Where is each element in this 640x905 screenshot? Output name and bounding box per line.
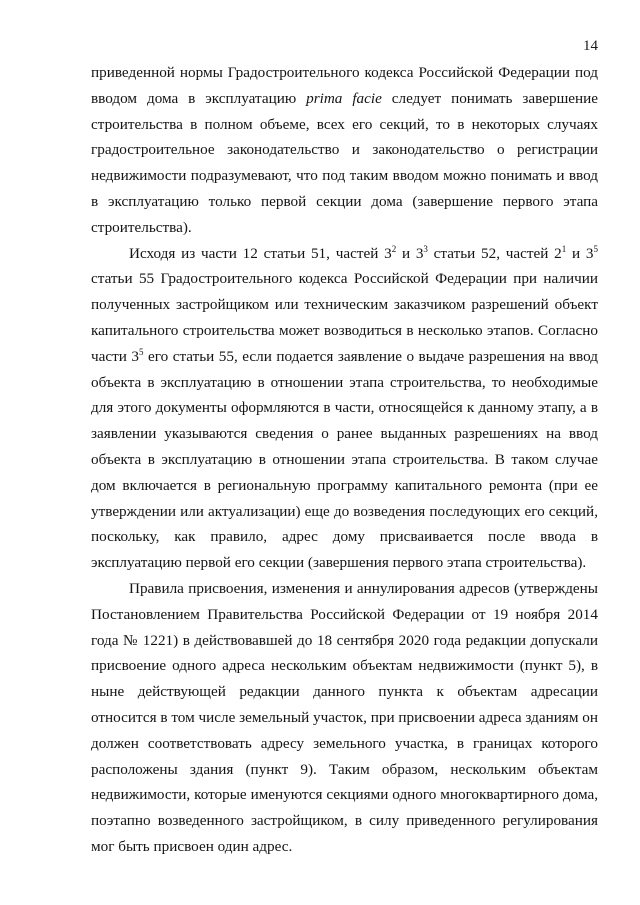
paragraph-2 <box>91 241 598 576</box>
paragraph-1-text-start: приведенной нормы Градостроительного кодекса Российской Федерации под вводом дома в эксплуатацию <box>91 64 598 107</box>
page-number: 14 <box>583 38 598 54</box>
paragraph-2-text-5: статьи 55 Градостроительного кодекса Российской Федерации при наличии полученных застройщиком или техническим заказчиком разрешений объект капитального строительства может возводиться в несколько этапов. Согласно части 3 <box>91 270 598 365</box>
paragraph-3: Правила присвоения, изменения и аннулирования адресов (утверждены Постановлением Правительства Российской Федерации от 19 ноября 2014 года № 1221) в действовавшей до 18 сентября 2020 года редакции допускали присвоение одного адреса нескольким объектам недвижимости (пункт 5), в ныне действующей редакции данного пункта к объектам адресации относится в том числе земельный участок, при присвоении адреса зданиям он должен соответствовать адресу земельного участка, в границах которого расположены здания (пункт 9). Таким образом, нескольким объектам недвижимости, которые именуются секциями одного многоквартирного дома, поэтапно возведенного застройщиком, в силу приведенного регулирования мог быть присвоен один адрес. <box>91 579 598 855</box>
superscript-5: 5 <box>139 346 144 357</box>
latin-phrase: prima facie <box>306 89 382 107</box>
paragraph-2-text-2: и 3 <box>396 244 424 262</box>
paragraph-1-text-end: следует понимать завершение строительства в полном объеме, всех его секций, то в некоторых случаях градостроительное законодательство и законодательство о регистрации недвижимости подразумевают, что под таким вводом можно понимать и ввод в эксплуатацию только первой секции дома (завершение первого этапа строительства). <box>91 89 599 236</box>
document-body <box>91 60 598 860</box>
superscript-4: 5 <box>593 243 598 254</box>
paragraph-2-text-3: статьи 52, частей 2 <box>427 244 562 262</box>
paragraph-2-text-1: Исходя из части 12 статьи 51, частей 3 <box>129 244 392 262</box>
paragraph-1 <box>91 60 598 241</box>
paragraph-2-text-4: и 3 <box>566 244 594 262</box>
superscript-1: 2 <box>391 243 397 254</box>
superscript-3: 1 <box>561 243 567 254</box>
paragraph-2-text-6: его статьи 55, если подается заявление о выдаче разрешения на ввод объекта в эксплуатацию в отношении этапа строительства, то необходимые для этого документы оформляются в части, относящейся к данному этапу, а в заявлении указываются сведения о ранее выданных разрешениях на ввод объекта в эксплуатацию в отношении этапа строительства. В таком случае дом включается в региональную программу капитального ремонта (при ее утверждении или актуализации) еще до возведения последующих его секций, поскольку, как правило, адрес дому присваивается после ввода в эксплуатацию первой его секции (завершения первого этапа строительства). <box>91 347 599 572</box>
superscript-2: 3 <box>423 243 428 254</box>
